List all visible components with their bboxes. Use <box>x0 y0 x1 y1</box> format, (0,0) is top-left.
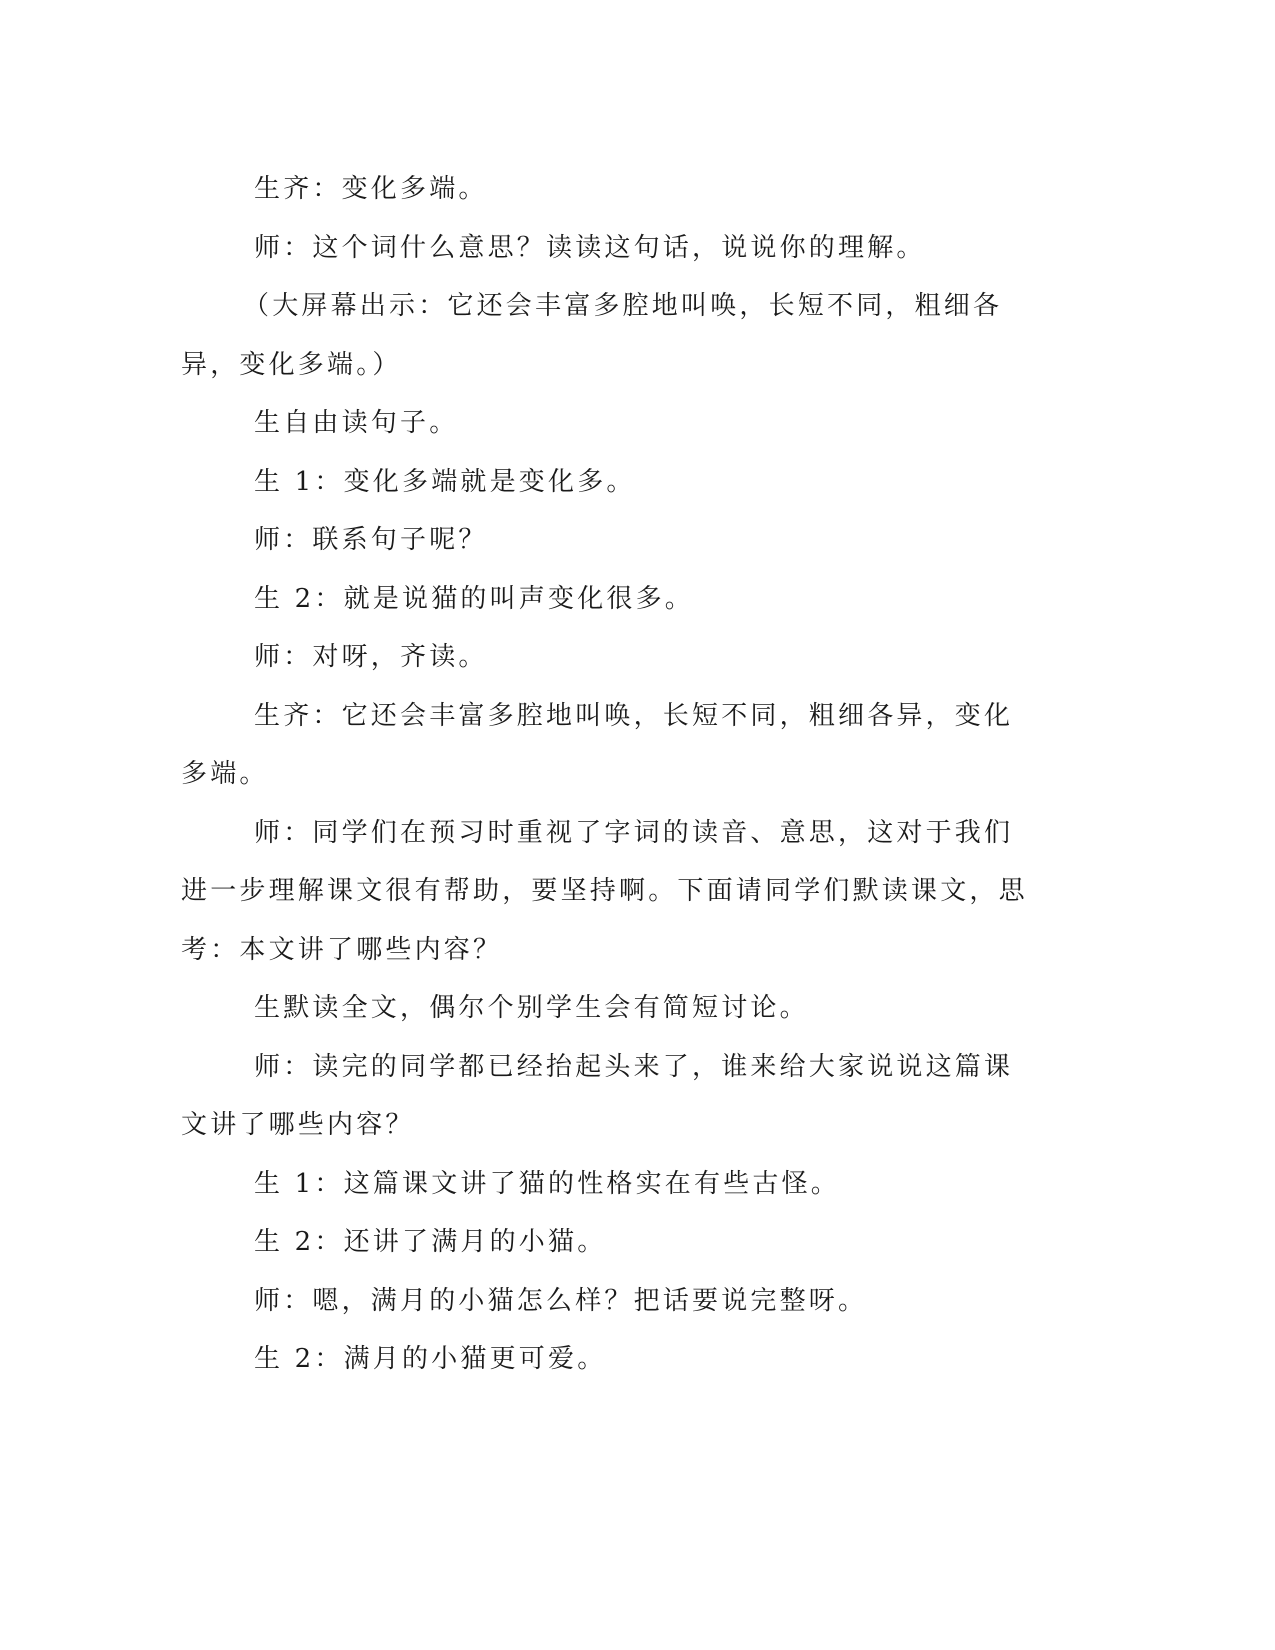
paragraph-teacher-complete: 师：嗯，满月的小猫怎么样？把话要说完整呀。 <box>254 1285 868 1316</box>
paragraph-student-chorus-2: 生齐：它还会丰富多腔地叫唤，长短不同，粗细各异，变化多端。 <box>181 700 1014 789</box>
paragraph-student-free-reading: 生自由读句子。 <box>254 408 459 438</box>
paragraph-teacher-silent-reading: 师：同学们在预习时重视了字词的读音、意思，这对于我们进一步理解课文很有帮助，要坚持啊。下面请同学们默读课文，思考：本文讲了哪些内容？ <box>181 817 1028 965</box>
paragraph-teacher-content-question: 师：读完的同学都已经抬起头来了，谁来给大家说说这篇课文讲了哪些内容？ <box>181 1051 1014 1140</box>
paragraph-students-silent-reading: 生默读全文，偶尔个别学生会有简短讨论。 <box>254 993 809 1023</box>
paragraph-student-1-answer: 生 1：变化多端就是变化多。 <box>254 466 636 497</box>
paragraph-teacher-context: 师：联系句子呢？ <box>254 525 488 555</box>
document-body <box>181 160 1031 1389</box>
paragraph-teacher-read-together: 师：对呀，齐读。 <box>254 642 488 672</box>
paragraph-student-chorus-1: 生齐：变化多端。 <box>254 174 488 204</box>
paragraph-student-2-answer: 生 2：就是说猫的叫声变化很多。 <box>254 583 695 614</box>
paragraph-student-1-content: 生 1：这篇课文讲了猫的性格实在有些古怪。 <box>254 1168 841 1199</box>
paragraph-student-2-complete: 生 2：满月的小猫更可爱。 <box>254 1344 607 1374</box>
paragraph-screen-display: （大屏幕出示：它还会丰富多腔地叫唤，长短不同，粗细各异，变化多端。） <box>181 291 1003 380</box>
paragraph-teacher-question-meaning: 师：这个词什么意思？读读这句话，说说你的理解。 <box>254 232 926 263</box>
paragraph-student-2-content: 生 2：还讲了满月的小猫。 <box>254 1227 607 1257</box>
